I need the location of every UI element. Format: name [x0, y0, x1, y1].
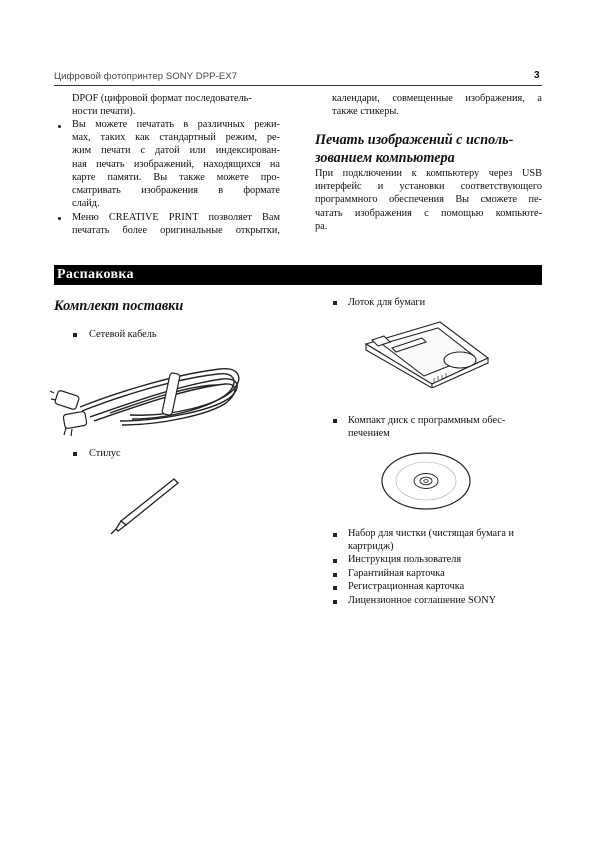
- compact-disc-illustration-icon: [380, 451, 472, 511]
- item-warranty-card: Гарантийная карточка: [348, 568, 445, 579]
- item-user-manual: Инструкция пользователя: [348, 554, 462, 565]
- bullet-square-icon: [333, 600, 337, 604]
- text-line: Компакт диск с программным обес-: [348, 415, 506, 426]
- heading-pc-printing: [315, 131, 545, 167]
- bullet-square-icon: [333, 419, 337, 423]
- text-line: календари, совмещенные изображения, а: [332, 93, 542, 104]
- text-line: сматривать изображения в формате: [72, 185, 280, 197]
- heading-line: Печать изображений с исполь-: [315, 132, 514, 148]
- bullet-square-icon: [333, 301, 337, 305]
- text-line: картридж): [348, 541, 394, 553]
- text-line: слайд.: [72, 198, 100, 210]
- continued-text-calendars: [332, 92, 542, 118]
- item-cleaning-kit: [348, 527, 543, 553]
- item-software-cd: [348, 414, 540, 440]
- text-line: программного обеспечения Вы сможете пе-: [315, 194, 542, 206]
- text-line: мах, таких как стандартный режим, ре-: [72, 132, 280, 144]
- text-line: DPOF (цифровой формат последователь-: [72, 93, 252, 104]
- page-number: 3: [534, 70, 540, 81]
- item-license-agreement: Лицензионное соглашение SONY: [348, 595, 497, 606]
- power-cable-illustration-icon: [50, 355, 250, 440]
- text-line: ности печати).: [72, 106, 136, 118]
- item-power-cable: Сетевой кабель: [89, 329, 157, 340]
- bullet-square-icon: [333, 559, 337, 563]
- text-line: Вы можете печатать в различных режи-: [72, 119, 280, 130]
- section-title: Распаковка: [57, 267, 134, 282]
- text-line: карте памяти. Вы также можете про-: [72, 171, 280, 183]
- text-line: Набор для чистки (чистящая бумага и: [348, 528, 515, 539]
- text-line: также стикеры.: [332, 106, 399, 118]
- item-stylus: Стилус: [89, 448, 121, 459]
- continued-text-dpof: [72, 92, 280, 118]
- text-line: Меню CREATIVE PRINT позволяет Вам: [72, 212, 280, 223]
- heading-line: зованием компьютера: [315, 150, 455, 166]
- header-divider: [54, 85, 542, 86]
- text-line: печением: [348, 428, 390, 440]
- text-line: ра.: [315, 220, 328, 232]
- bullet-square-icon: [73, 333, 77, 337]
- text-line: печатать более оригинальные открытки,: [72, 225, 280, 237]
- item-paper-tray: Лоток для бумаги: [348, 297, 426, 308]
- bullet-square-icon: [333, 586, 337, 590]
- bullet-square-icon: [333, 533, 337, 537]
- item-registration-card: Регистрационная карточка: [348, 581, 465, 592]
- text-line: ная печать изображений, находящихся на: [72, 158, 280, 170]
- bullet-dot-icon: [58, 217, 61, 220]
- bullet-creative-print: [72, 211, 280, 237]
- paper-tray-illustration-icon: [362, 318, 492, 388]
- text-line: При подключении к компьютеру через USB: [315, 168, 542, 179]
- text-line: чатать изображения с помощью компьюте-: [315, 207, 542, 219]
- bullet-dot-icon: [58, 125, 61, 128]
- text-line: жим печати с датой или индексирован-: [72, 145, 280, 157]
- text-line: интерфейс и установки соответствующего: [315, 181, 542, 193]
- stylus-illustration-icon: [108, 477, 180, 537]
- pc-printing-body: [315, 167, 542, 233]
- heading-package-contents: Комплект поставки: [54, 298, 184, 314]
- bullet-square-icon: [333, 573, 337, 577]
- bullet-print-modes: [72, 118, 280, 210]
- page-header-title: Цифровой фотопринтер SONY DPP-EX7: [54, 71, 238, 82]
- bullet-square-icon: [73, 452, 77, 456]
